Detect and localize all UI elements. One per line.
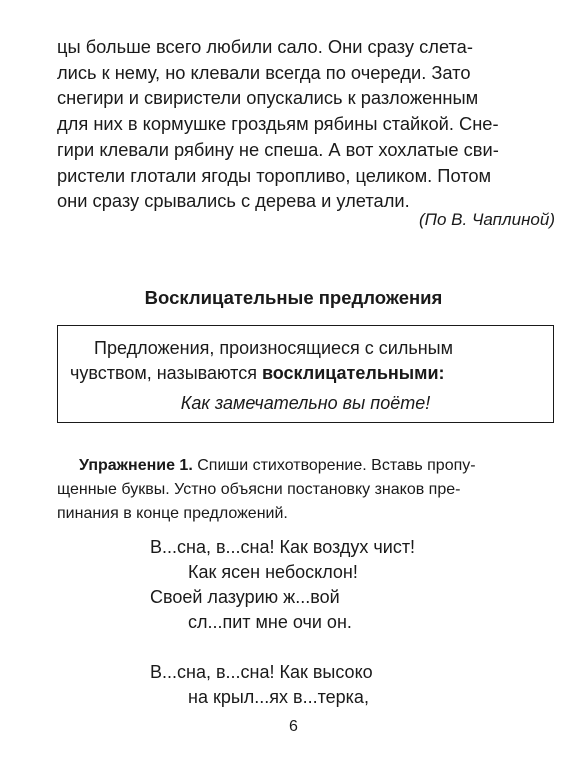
- poem-line: В...сна, в...сна! Как высоко: [150, 662, 373, 682]
- story-line: они сразу срывались с дерева и улетали.: [57, 190, 410, 212]
- exercise-text: Спиши стихотворение. Вставь пропу-: [192, 457, 476, 474]
- story-line: гири клевали рябину не спеша. А вот хохлатые сви-: [57, 138, 499, 160]
- poem-line: Своей лазурию ж...вой: [150, 587, 340, 607]
- story-line: снегири и свиристели опускались к разложенным: [57, 87, 479, 109]
- poem-line: Как ясен небосклон!: [188, 562, 358, 582]
- story-attribution: (По В. Чаплиной): [419, 210, 555, 229]
- exercise-line: щенные буквы. Устно объясни постановку знаков пре-: [57, 481, 461, 498]
- rule-example: Как замечательно вы поёте!: [180, 393, 431, 413]
- exercise-instructions: [57, 454, 557, 526]
- story-line: лись к нему, но клевали всегда по очереди. Зато: [57, 61, 471, 83]
- story-line: цы больше всего любили сало. Они сразу слета-: [57, 36, 473, 57]
- section-title: Восклицательные предложения: [144, 287, 443, 308]
- story-line: для них в кормушке гроздьям рябины стайкой. Сне-: [57, 113, 499, 135]
- story-text: [57, 34, 557, 214]
- poem-line: сл...пит мне очи он.: [188, 612, 352, 632]
- rule-term: восклицательными:: [261, 363, 445, 383]
- exercise-label: Упражнение 1.: [79, 457, 193, 474]
- rule-line: Предложения, произносящиеся с сильным: [94, 338, 453, 358]
- story-line: ристели глотали ягоды торопливо, целиком. Потом: [57, 164, 492, 186]
- rule-box: [57, 325, 554, 423]
- poem-line: на крыл...ях в...терка,: [188, 687, 369, 707]
- poem: [150, 535, 415, 710]
- poem-line: В...сна, в...сна! Как воздух чист!: [150, 537, 416, 557]
- stanza-break: [150, 635, 415, 660]
- exercise-line: пинания в конце предложений.: [57, 505, 288, 522]
- rule-line-text: чувством, называются: [70, 363, 262, 383]
- page-number: 6: [289, 718, 298, 735]
- rule-line: [70, 361, 445, 386]
- exercise-line: [57, 454, 557, 478]
